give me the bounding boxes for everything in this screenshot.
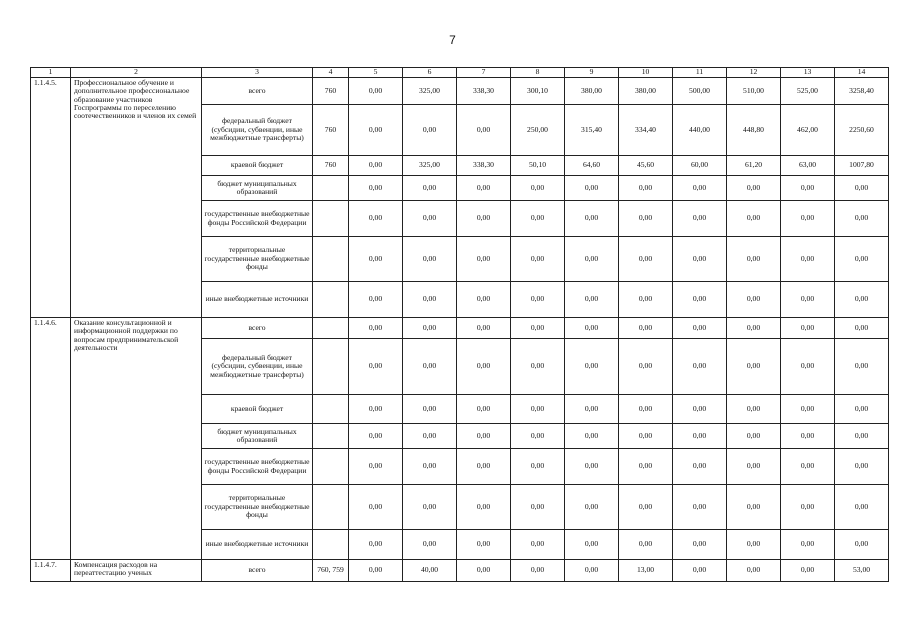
amount-cell: 0,00 [673,424,727,449]
column-number-cell: 8 [511,68,565,78]
budget-code-cell [313,449,349,485]
budget-code-cell [313,395,349,424]
column-number-cell: 1 [31,68,71,78]
amount-cell: 0,00 [619,237,673,282]
amount-cell: 0,00 [349,78,403,105]
amount-cell: 0,00 [835,201,889,237]
amount-cell: 0,00 [565,449,619,485]
amount-cell: 0,00 [403,339,457,395]
amount-cell: 0,00 [673,318,727,339]
amount-cell: 0,00 [403,282,457,318]
budget-code-cell [313,530,349,560]
amount-cell: 0,00 [727,339,781,395]
measure-name-cell: Компенсация расходов на переаттестацию ученых [71,560,202,582]
budget-code-cell [313,282,349,318]
amount-cell: 0,00 [511,339,565,395]
amount-cell: 0,00 [511,560,565,582]
column-number-cell: 9 [565,68,619,78]
amount-cell: 0,00 [349,449,403,485]
amount-cell: 0,00 [727,318,781,339]
amount-cell: 0,00 [835,530,889,560]
budget-table [30,67,889,582]
amount-cell: 0,00 [511,176,565,201]
amount-cell: 0,00 [349,339,403,395]
amount-cell: 0,00 [349,395,403,424]
amount-cell: 0,00 [673,395,727,424]
funding-source-cell: федеральный бюджет (субсидии, субвенции, иные межбюджетные трансферты) [202,339,313,395]
funding-source-cell: краевой бюджет [202,395,313,424]
measure-name-cell: Оказание консультационной и информационной поддержки по вопросам предпринимательской деятельности [71,318,202,560]
amount-cell: 0,00 [835,485,889,530]
funding-source-cell: государственные внебюджетные фонды Российской Федерации [202,449,313,485]
amount-cell: 0,00 [835,318,889,339]
amount-cell: 0,00 [835,424,889,449]
amount-cell: 61,20 [727,156,781,176]
budget-code-cell [313,176,349,201]
amount-cell: 0,00 [619,176,673,201]
column-number-row [31,68,889,78]
amount-cell: 380,00 [619,78,673,105]
amount-cell: 0,00 [457,282,511,318]
amount-cell: 0,00 [673,237,727,282]
amount-cell: 0,00 [457,530,511,560]
amount-cell: 0,00 [781,560,835,582]
amount-cell: 0,00 [565,201,619,237]
amount-cell: 0,00 [511,201,565,237]
amount-cell: 0,00 [565,485,619,530]
amount-cell: 0,00 [457,201,511,237]
measure-code-cell: 1.1.4.5. [31,78,71,318]
amount-cell: 0,00 [727,176,781,201]
amount-cell: 0,00 [673,282,727,318]
column-number-cell: 7 [457,68,511,78]
budget-code-cell: 760 [313,78,349,105]
funding-source-cell: иные внебюджетные источники [202,530,313,560]
amount-cell: 0,00 [457,395,511,424]
amount-cell: 0,00 [565,530,619,560]
amount-cell: 0,00 [835,395,889,424]
amount-cell: 0,00 [619,318,673,339]
amount-cell: 0,00 [565,237,619,282]
budget-code-cell [313,237,349,282]
amount-cell: 0,00 [511,282,565,318]
funding-source-cell: территориальные государственные внебюджетные фонды [202,237,313,282]
amount-cell: 0,00 [673,530,727,560]
amount-cell: 0,00 [673,201,727,237]
amount-cell: 0,00 [727,530,781,560]
measure-code-cell: 1.1.4.7. [31,560,71,582]
amount-cell: 440,00 [673,105,727,156]
amount-cell: 0,00 [349,176,403,201]
amount-cell: 0,00 [349,424,403,449]
funding-source-cell: бюджет муниципальных образований [202,424,313,449]
amount-cell: 0,00 [457,560,511,582]
amount-cell: 0,00 [565,424,619,449]
funding-source-cell: иные внебюджетные источники [202,282,313,318]
amount-cell: 0,00 [511,530,565,560]
amount-cell: 0,00 [349,485,403,530]
amount-cell: 0,00 [835,237,889,282]
column-number-cell: 5 [349,68,403,78]
amount-cell: 338,30 [457,78,511,105]
amount-cell: 0,00 [835,339,889,395]
amount-cell: 13,00 [619,560,673,582]
table-row [31,318,889,339]
amount-cell: 0,00 [511,237,565,282]
amount-cell: 0,00 [457,485,511,530]
amount-cell: 0,00 [619,282,673,318]
amount-cell: 0,00 [349,560,403,582]
amount-cell: 0,00 [511,449,565,485]
amount-cell: 380,00 [565,78,619,105]
amount-cell: 0,00 [835,282,889,318]
amount-cell: 0,00 [781,282,835,318]
amount-cell: 45,60 [619,156,673,176]
amount-cell: 0,00 [673,449,727,485]
funding-source-cell: государственные внебюджетные фонды Российской Федерации [202,201,313,237]
amount-cell: 0,00 [403,318,457,339]
amount-cell: 0,00 [565,282,619,318]
budget-code-cell: 760 [313,156,349,176]
amount-cell: 0,00 [727,424,781,449]
amount-cell: 60,00 [673,156,727,176]
amount-cell: 325,00 [403,156,457,176]
budget-code-cell: 760 [313,105,349,156]
funding-source-cell: территориальные государственные внебюджетные фонды [202,485,313,530]
amount-cell: 0,00 [781,176,835,201]
budget-code-cell [313,339,349,395]
amount-cell: 0,00 [511,485,565,530]
amount-cell: 0,00 [349,318,403,339]
amount-cell: 0,00 [565,318,619,339]
amount-cell: 0,00 [727,560,781,582]
amount-cell: 0,00 [727,282,781,318]
amount-cell: 0,00 [781,395,835,424]
amount-cell: 0,00 [619,201,673,237]
amount-cell: 50,10 [511,156,565,176]
funding-source-cell: бюджет муниципальных образований [202,176,313,201]
budget-code-cell [313,318,349,339]
amount-cell: 0,00 [673,560,727,582]
table-row [31,78,889,105]
amount-cell: 0,00 [565,176,619,201]
budget-code-cell [313,485,349,530]
amount-cell: 0,00 [781,201,835,237]
amount-cell: 0,00 [403,530,457,560]
funding-source-cell: краевой бюджет [202,156,313,176]
page-number: 7 [449,33,456,47]
budget-code-cell [313,424,349,449]
column-number-cell: 12 [727,68,781,78]
amount-cell: 0,00 [349,105,403,156]
amount-cell: 0,00 [619,530,673,560]
amount-cell: 0,00 [565,339,619,395]
amount-cell: 3258,40 [835,78,889,105]
amount-cell: 0,00 [457,424,511,449]
column-number-cell: 13 [781,68,835,78]
column-number-cell: 6 [403,68,457,78]
amount-cell: 0,00 [781,530,835,560]
amount-cell: 0,00 [673,176,727,201]
amount-cell: 63,00 [781,156,835,176]
amount-cell: 0,00 [349,201,403,237]
funding-source-cell: федеральный бюджет (субсидии, субвенции, иные межбюджетные трансферты) [202,105,313,156]
amount-cell: 0,00 [457,176,511,201]
amount-cell: 0,00 [349,282,403,318]
amount-cell: 0,00 [619,339,673,395]
amount-cell: 0,00 [403,449,457,485]
column-number-cell: 4 [313,68,349,78]
amount-cell: 0,00 [781,237,835,282]
amount-cell: 0,00 [403,485,457,530]
budget-code-cell [313,201,349,237]
amount-cell: 2250,60 [835,105,889,156]
amount-cell: 0,00 [565,560,619,582]
amount-cell: 0,00 [727,201,781,237]
amount-cell: 0,00 [403,105,457,156]
amount-cell: 448,80 [727,105,781,156]
amount-cell: 64,60 [565,156,619,176]
column-number-cell: 11 [673,68,727,78]
amount-cell: 40,00 [403,560,457,582]
amount-cell: 250,00 [511,105,565,156]
amount-cell: 334,40 [619,105,673,156]
amount-cell: 0,00 [511,318,565,339]
table-row [31,560,889,582]
funding-source-cell: всего [202,318,313,339]
amount-cell: 462,00 [781,105,835,156]
amount-cell: 0,00 [727,449,781,485]
amount-cell: 338,30 [457,156,511,176]
amount-cell: 0,00 [349,237,403,282]
amount-cell: 0,00 [565,395,619,424]
column-number-cell: 14 [835,68,889,78]
measure-code-cell: 1.1.4.6. [31,318,71,560]
amount-cell: 0,00 [403,176,457,201]
amount-cell: 0,00 [727,485,781,530]
amount-cell: 0,00 [349,530,403,560]
amount-cell: 0,00 [457,237,511,282]
amount-cell: 0,00 [781,449,835,485]
amount-cell: 0,00 [511,395,565,424]
amount-cell: 0,00 [457,105,511,156]
amount-cell: 510,00 [727,78,781,105]
measure-name-cell: Профессиональное обучение и дополнительное профессиональное образование участников Госпрограммы по переселению соотечественников и членов их семей [71,78,202,318]
amount-cell: 0,00 [349,156,403,176]
amount-cell: 0,00 [457,449,511,485]
amount-cell: 0,00 [835,176,889,201]
funding-source-cell: всего [202,78,313,105]
amount-cell: 0,00 [673,339,727,395]
amount-cell: 525,00 [781,78,835,105]
amount-cell: 300,10 [511,78,565,105]
amount-cell: 0,00 [727,237,781,282]
budget-code-cell: 760, 759 [313,560,349,582]
amount-cell: 0,00 [403,201,457,237]
amount-cell: 0,00 [403,237,457,282]
amount-cell: 0,00 [619,395,673,424]
amount-cell: 53,00 [835,560,889,582]
amount-cell: 0,00 [457,318,511,339]
amount-cell: 0,00 [619,485,673,530]
amount-cell: 0,00 [511,424,565,449]
amount-cell: 1007,80 [835,156,889,176]
amount-cell: 500,00 [673,78,727,105]
amount-cell: 0,00 [403,424,457,449]
amount-cell: 0,00 [835,449,889,485]
amount-cell: 0,00 [781,485,835,530]
amount-cell: 0,00 [619,424,673,449]
column-number-cell: 2 [71,68,202,78]
column-number-cell: 3 [202,68,313,78]
amount-cell: 315,40 [565,105,619,156]
amount-cell: 0,00 [403,395,457,424]
amount-cell: 0,00 [781,339,835,395]
amount-cell: 0,00 [727,395,781,424]
funding-source-cell: всего [202,560,313,582]
amount-cell: 0,00 [619,449,673,485]
amount-cell: 325,00 [403,78,457,105]
amount-cell: 0,00 [673,485,727,530]
amount-cell: 0,00 [781,318,835,339]
column-number-cell: 10 [619,68,673,78]
amount-cell: 0,00 [457,339,511,395]
amount-cell: 0,00 [781,424,835,449]
